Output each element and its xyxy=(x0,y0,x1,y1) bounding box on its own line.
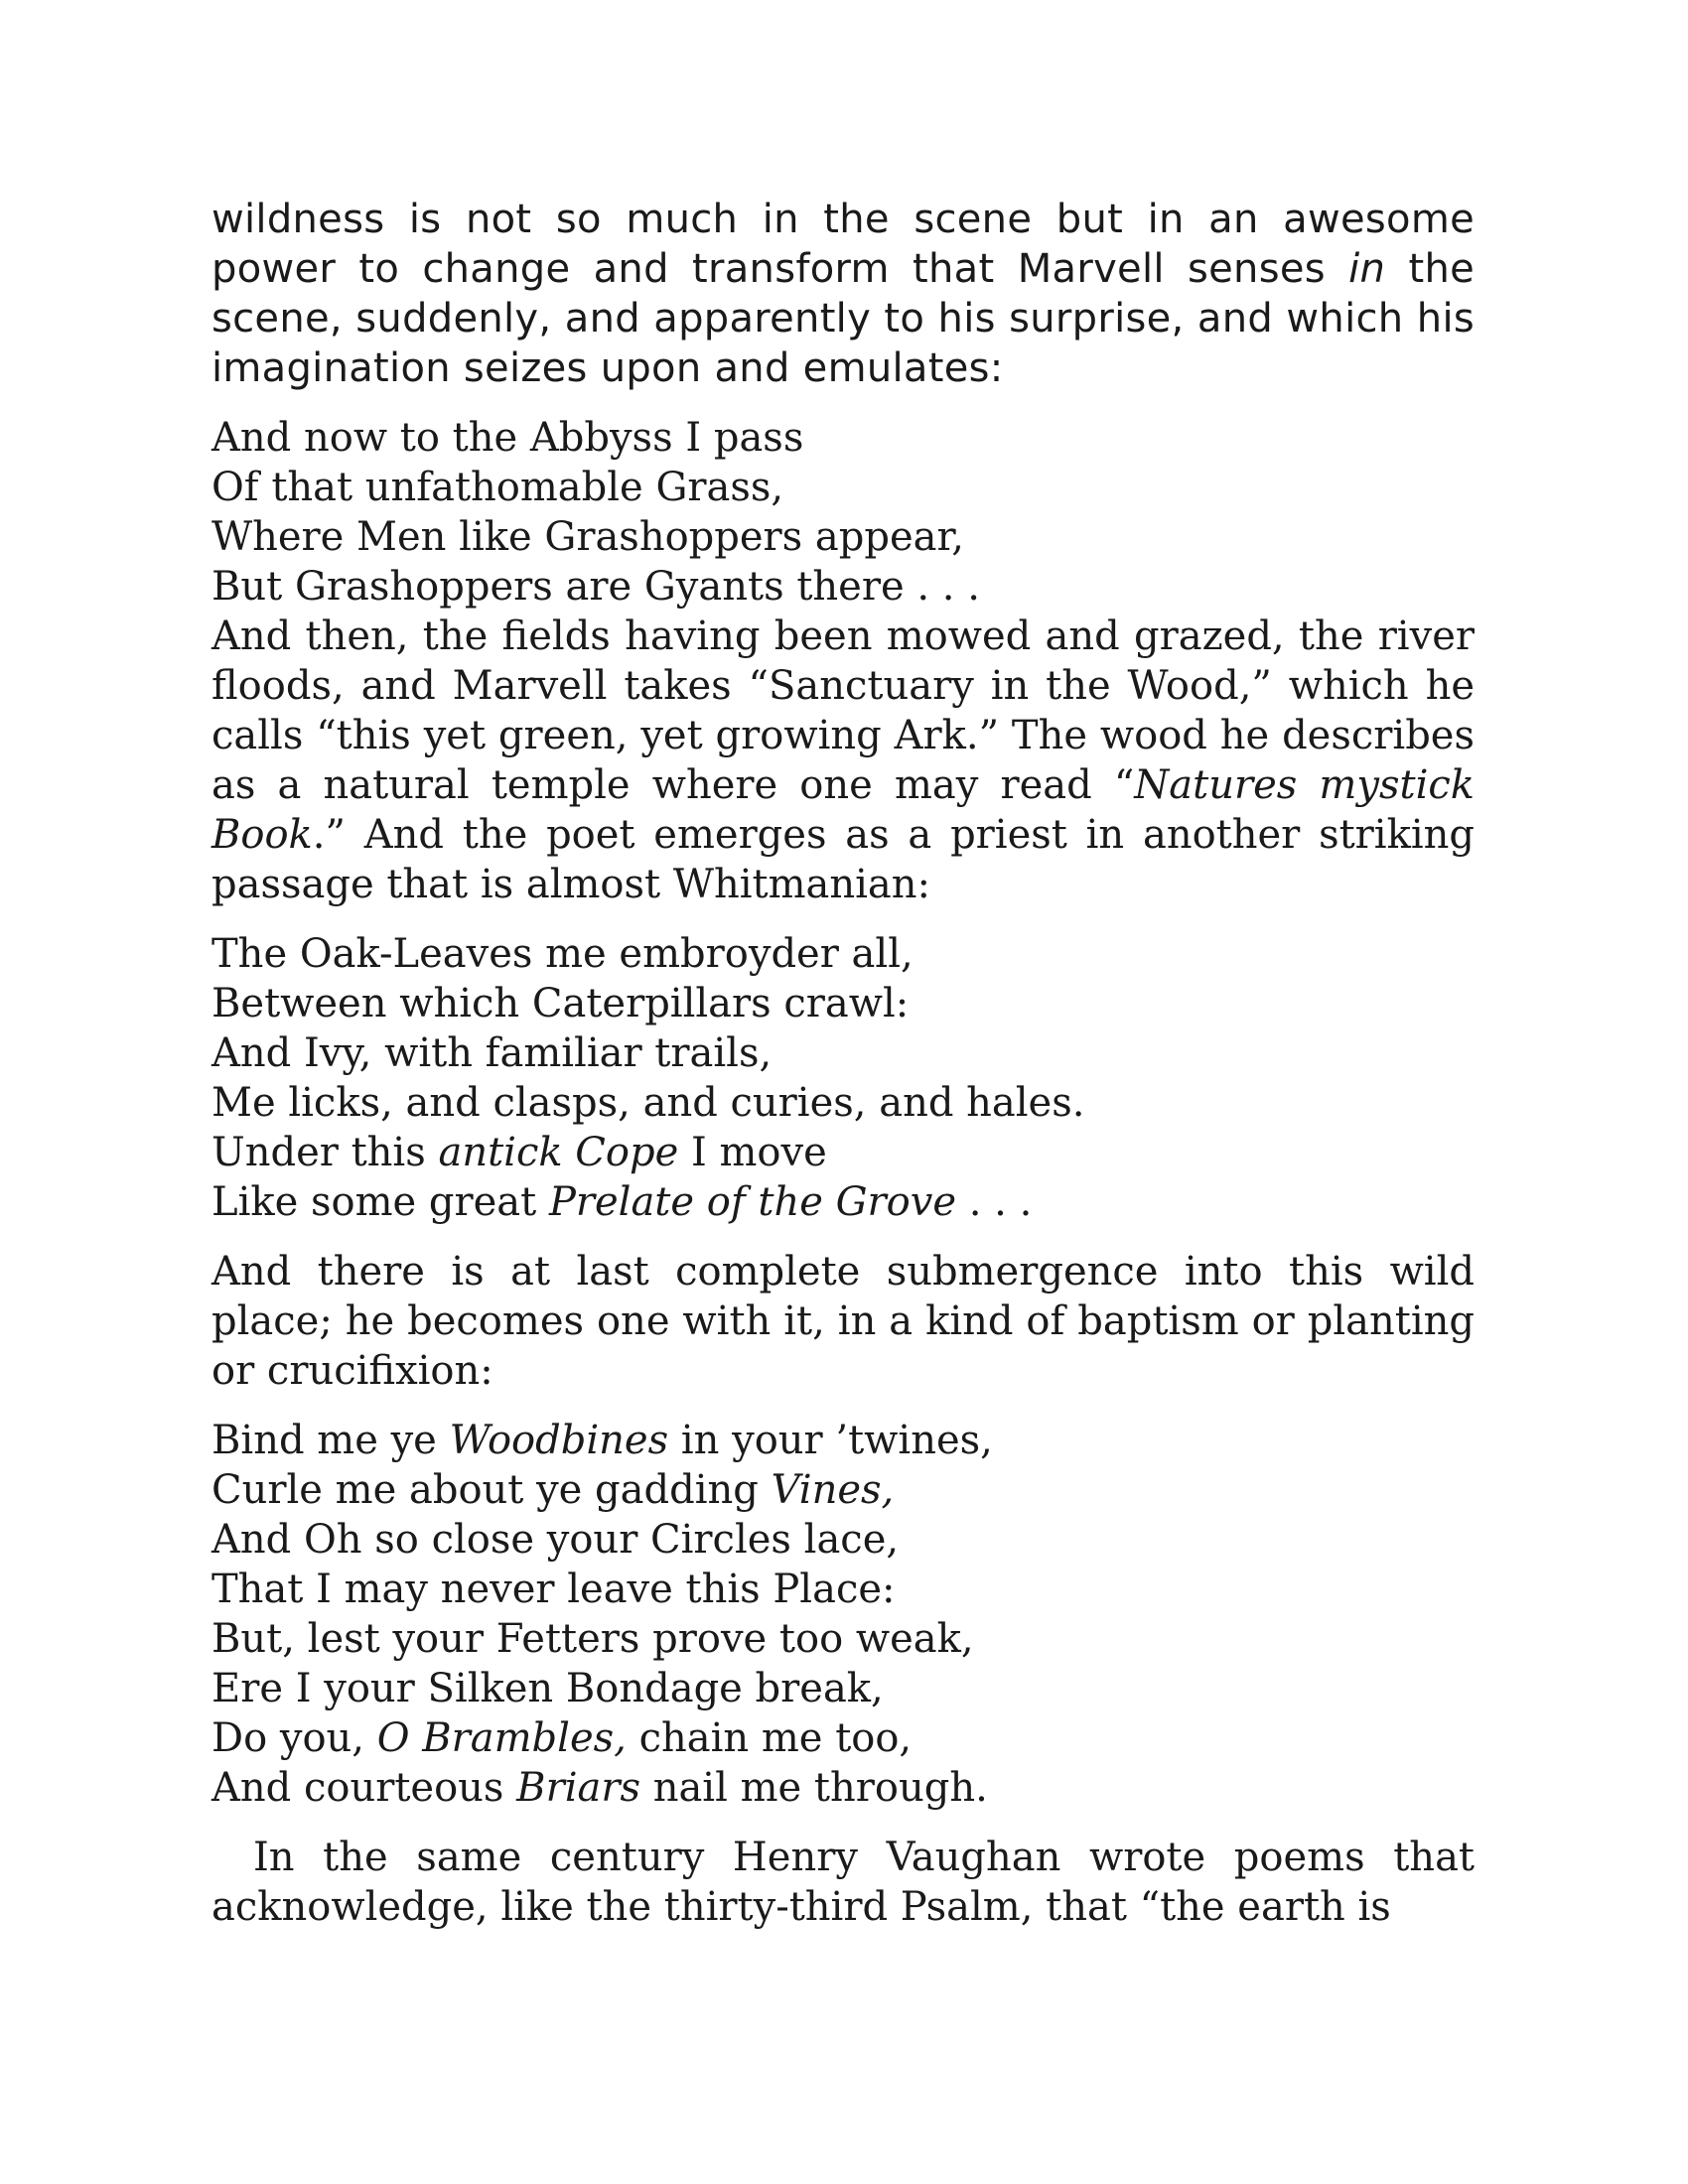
text-run: nail me through. xyxy=(639,1765,988,1811)
verse-line: Me licks, and clasps, and curies, and hales. xyxy=(211,1080,1085,1126)
italic-run: Woodbines xyxy=(449,1418,669,1463)
italic-run: Natures mystick Book xyxy=(211,762,1475,858)
italic-run: Vines, xyxy=(771,1467,895,1513)
verse-line xyxy=(211,1416,1475,1465)
text-run: Like some great xyxy=(211,1179,549,1225)
page-body xyxy=(211,195,1475,1932)
text-run: Curle me about ye gadding xyxy=(211,1467,772,1513)
verse-line: And Oh so close your Circles lace, xyxy=(211,1517,900,1563)
verse-line: Ere I your Silken Bondage break, xyxy=(211,1666,884,1711)
italic-run: Briars xyxy=(516,1765,640,1811)
italic-run: O Brambles, xyxy=(376,1715,627,1761)
text-run: . . . xyxy=(956,1179,1033,1225)
text-run: the scene, suddenly, and apparently to his surprise, and which his imagination seizes upon and emulates: xyxy=(211,246,1476,391)
verse-line xyxy=(211,1763,1475,1813)
italic-run: antick Cope xyxy=(438,1130,679,1175)
verse-line xyxy=(211,1128,1475,1177)
verse-line: The Oak-Leaves me embroyder all, xyxy=(211,931,914,977)
italic-run: Prelate of the Grove xyxy=(548,1179,957,1225)
verse-line: But Grashoppers are Gyants there . . . xyxy=(211,564,980,610)
verse-line xyxy=(211,1465,1475,1515)
text-run: And courteous xyxy=(211,1765,517,1811)
verse-woodbines xyxy=(211,1416,1475,1813)
verse-line: And now to the Abbyss I pass xyxy=(211,415,804,461)
text-run: .” And the poet emerges as a priest in another striking passage that is almost Whitmanian: xyxy=(211,812,1475,907)
text-run: Do you, xyxy=(211,1715,377,1761)
verse-line xyxy=(211,1713,1475,1763)
text-run: I move xyxy=(678,1130,827,1175)
text-run: And then, the fields having been mowed and grazed, the river floods, and Marvell takes “Sanctuary in the Wood,” which he calls “this yet green, yet growing Ark.” The wood he describes as a natural temple where one may read “ xyxy=(211,614,1475,808)
verse-line: Where Men like Grashoppers appear, xyxy=(211,514,964,560)
verse-line: But, lest your Fetters prove too weak, xyxy=(211,1616,974,1662)
paragraph-marvell-wildness xyxy=(211,195,1475,393)
verse-line: And Ivy, with familiar trails, xyxy=(211,1030,773,1076)
paragraph-sanctuary xyxy=(211,612,1475,909)
verse-abbyss xyxy=(211,413,1475,612)
text-run: Bind me ye xyxy=(211,1418,450,1463)
verse-line: Between which Caterpillars crawl: xyxy=(211,981,910,1026)
verse-line: Of that unfathomable Grass, xyxy=(211,465,784,510)
text-run: Under this xyxy=(211,1130,439,1175)
verse-line xyxy=(211,1177,1475,1227)
italic-run: in xyxy=(1348,246,1386,292)
text-run: chain me too, xyxy=(626,1715,913,1761)
text-run: in your ’twines, xyxy=(668,1418,993,1463)
paragraph-submergence: And there is at last complete submergence into this wild place; he becomes one with it, in a kind of baptism or planting or crucifixion: xyxy=(211,1249,1475,1394)
verse-oak-leaves xyxy=(211,929,1475,1227)
paragraph-henry-vaughan: In the same century Henry Vaughan wrote poems that acknowledge, like the thirty-third Psalm, that “the earth is xyxy=(211,1835,1475,1930)
verse-line: That I may never leave this Place: xyxy=(211,1567,896,1612)
text-run: wildness is not so much in the scene but in an awesome power to change and transform that Marvell senses xyxy=(211,197,1475,292)
